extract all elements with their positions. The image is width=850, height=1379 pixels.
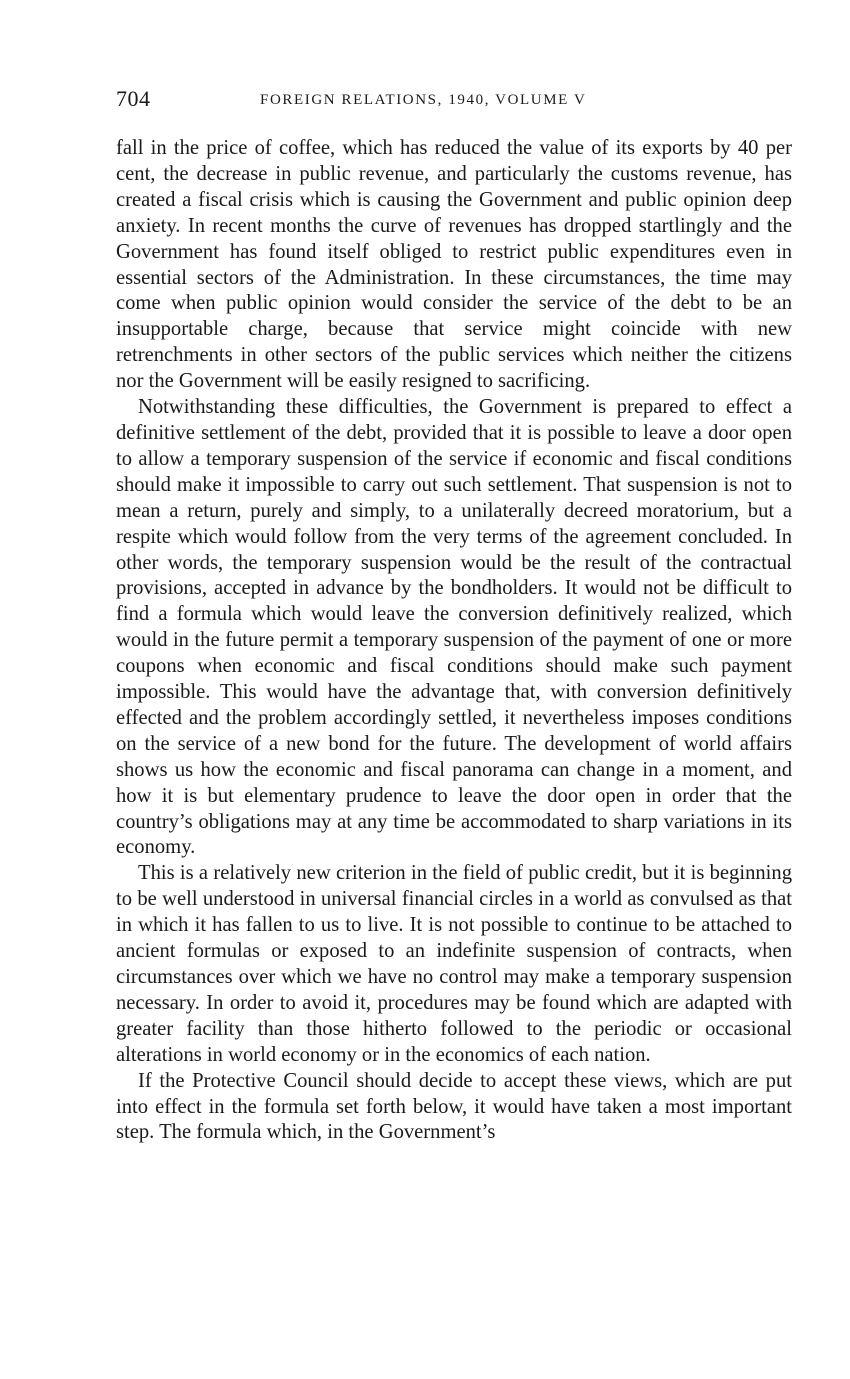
paragraph-4: If the Protective Council should decide to accept these views, which are put into effect in the formula set forth below, it would have taken a most important step. The formula which, in the Government’s bbox=[116, 1069, 792, 1144]
running-title: FOREIGN RELATIONS, 1940, VOLUME V bbox=[260, 92, 587, 108]
paragraph-1: fall in the price of coffee, which has reduced the value of its exports by 40 per cent, the decrease in public revenue, and particularly the customs revenue, has created a fiscal crisis which is causing the Government and public opinion deep anxiety. In recent months the curve of revenues has dropped startlingly and the Government has found itself obliged to restrict public expenditures even in essential sectors of the Administration. In these circumstances, the time may come when public opinion would consider the service of the debt to be an insupportable charge, because that service might coincide with new retrenchments in other sectors of the public services which neither the citizens nor the Government will be easily resigned to sacrificing. bbox=[116, 137, 792, 393]
body-text bbox=[116, 136, 792, 1146]
paragraph-2: Notwithstanding these difficulties, the Government is prepared to effect a definitive settlement of the debt, provided that it is possible to leave a door open to allow a temporary suspension of the service if economic and fiscal conditions should make it impossible to carry out such settlement. That suspension is not to mean a return, purely and simply, to a unilaterally decreed moratorium, but a respite which would follow from the very terms of the agreement concluded. In other words, the temporary suspension would be the result of the contractual provisions, accepted in advance by the bondholders. It would not be difficult to find a formula which would leave the conversion definitively realized, which would in the future permit a temporary suspension of the payment of one or more coupons when economic and fiscal conditions should make such payment impossible. This would have the advantage that, with conversion definitively effected and the problem accordingly settled, it nevertheless imposes conditions on the service of a new bond for the future. The development of world affairs shows us how the economic and fiscal panorama can change in a moment, and how it is but elementary prudence to leave the door open in order that the country’s obligations may at any time be accommodated to sharp variations in its economy. bbox=[116, 396, 792, 859]
document-page bbox=[116, 86, 792, 1146]
paragraph-3: This is a relatively new criterion in the field of public credit, but it is beginning to be well understood in universal financial circles in a world as convulsed as that in which it has fallen to us to live. It is not possible to continue to be attached to ancient formulas or exposed to an indefinite suspension of contracts, when circumstances over which we have no control may make a temporary suspension necessary. In order to avoid it, procedures may be found which are adapted with greater facility than those hitherto followed to the periodic or occasional alterations in world economy or in the economics of each nation. bbox=[116, 862, 792, 1066]
page-number: 704 bbox=[116, 86, 151, 111]
running-header bbox=[116, 86, 792, 120]
